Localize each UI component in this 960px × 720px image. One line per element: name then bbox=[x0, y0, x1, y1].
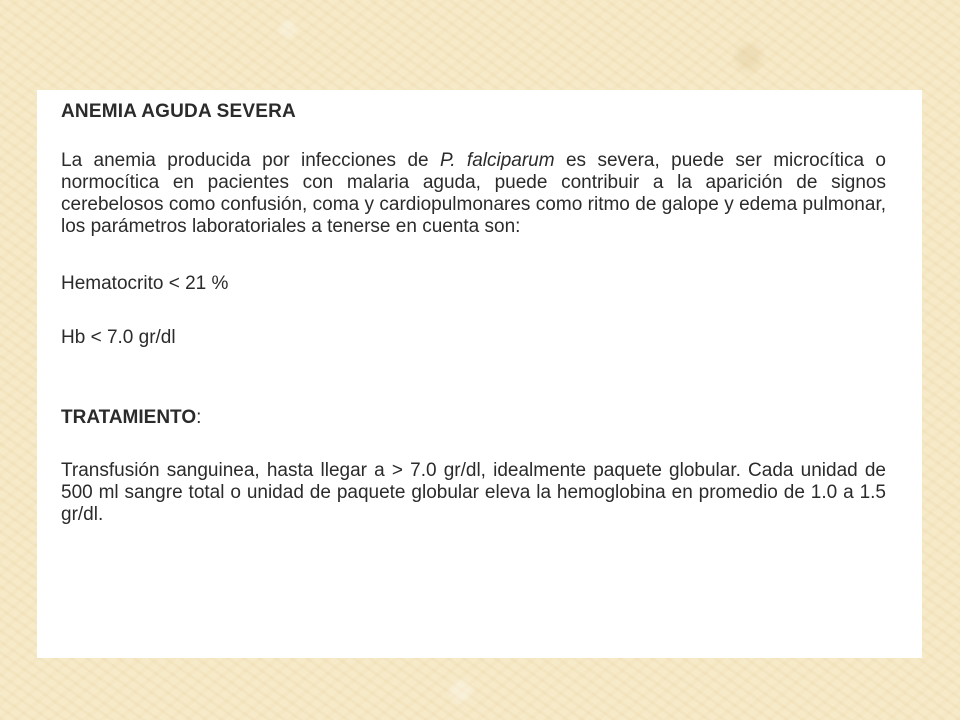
treatment-heading-text: TRATAMIENTO bbox=[61, 407, 197, 428]
document-panel bbox=[37, 90, 922, 658]
section-heading-anemia: ANEMIA AGUDA SEVERA bbox=[61, 101, 296, 122]
species-name: P. falciparum bbox=[440, 150, 555, 171]
criterion-hemoglobin: Hb < 7.0 gr/dl bbox=[61, 327, 176, 348]
intro-paragraph bbox=[61, 150, 886, 238]
criterion-hematocrit: Hematocrito < 21 % bbox=[61, 273, 229, 294]
treatment-paragraph: Transfusión sanguinea, hasta llegar a > 7.0 gr/dl, idealmente paquete globular. Cada unidad de 500 ml sangre total o unidad de paquete globular eleva la hemoglobina en promedio de 1.0 a 1.5 gr/dl. bbox=[61, 460, 886, 525]
treatment-heading-colon: : bbox=[196, 407, 202, 428]
intro-text-end: es severa, puede ser microcítica o normocítica en pacientes con malaria aguda, puede contribuir a la aparición de signos cerebelosos como confusión, coma y cardiopulmonares como ritmo de galope y edema pulmonar, los parámetros laboratoriales a tenerse en cuenta son: bbox=[61, 150, 886, 237]
intro-text-start: La anemia producida por infecciones de bbox=[61, 150, 441, 171]
section-heading-treatment bbox=[61, 406, 886, 430]
